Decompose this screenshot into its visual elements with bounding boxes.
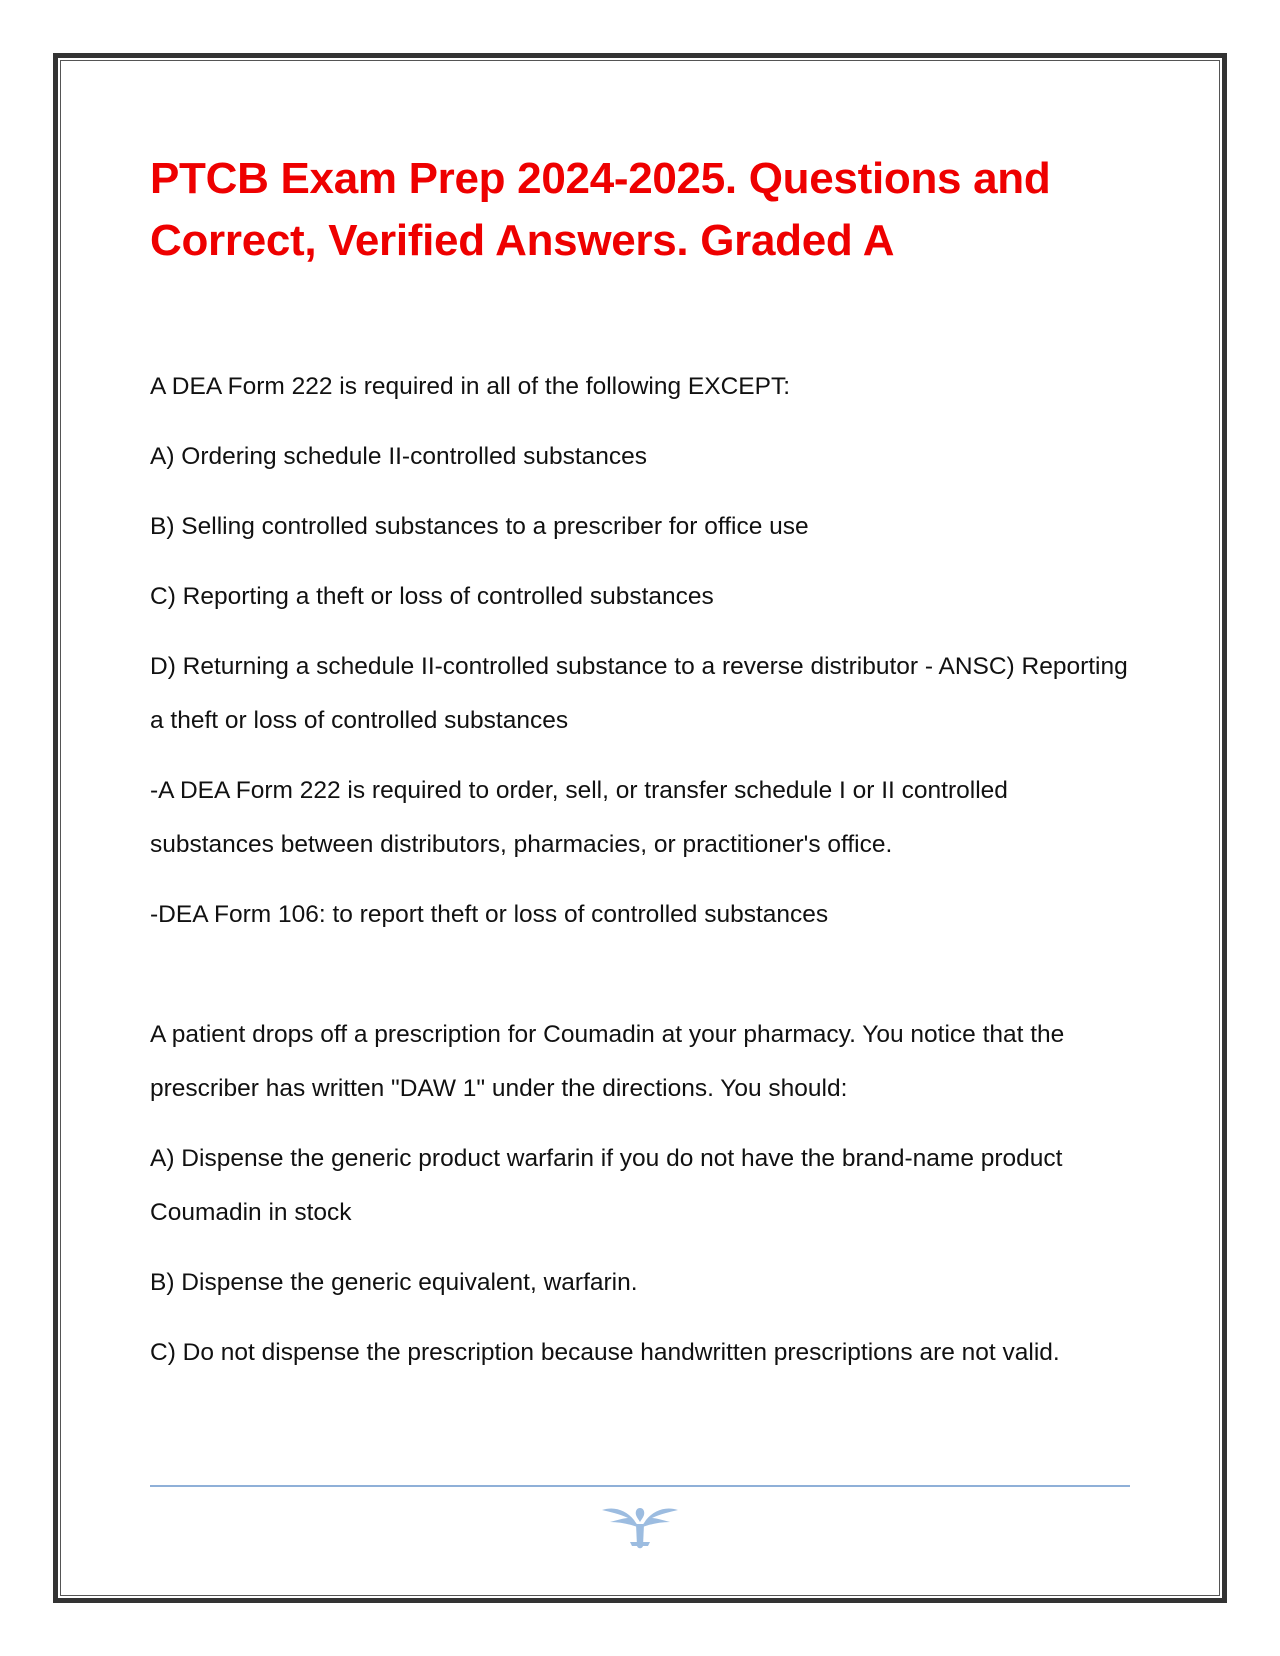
question-1-option-d-answer: D) Returning a schedule II-controlled substance to a reverse distributor - ANSC) Reporting a theft or loss of controlled substances: [150, 653, 1128, 734]
question-1-option-c: C) Reporting a theft or loss of controlled substances: [150, 583, 714, 610]
question-1-explanation-2: -DEA Form 106: to report theft or loss of controlled substances: [150, 901, 829, 928]
question-block-1: [150, 360, 1130, 942]
question-1-option-a: A) Ordering schedule II-controlled substances: [150, 443, 648, 470]
bird-logo-icon: [600, 1502, 680, 1552]
document-title: PTCB Exam Prep 2024-2025. Questions and Correct, Verified Answers. Graded A: [150, 154, 1051, 265]
document-content: [150, 148, 1130, 1396]
footer-divider: [150, 1485, 1130, 1487]
question-2-option-c: C) Do not dispense the prescription because handwritten prescriptions are not valid.: [150, 1339, 1060, 1366]
question-1-option-b: B) Selling controlled substances to a prescriber for office use: [150, 513, 809, 540]
question-2-option-b: B) Dispense the generic equivalent, warfarin.: [150, 1269, 638, 1296]
question-2-stem: A patient drops off a prescription for Coumadin at your pharmacy. You notice that the prescriber has written "DAW 1" under the directions. You should:: [150, 1021, 1065, 1102]
question-1-stem: A DEA Form 222 is required in all of the following EXCEPT:: [150, 373, 791, 400]
question-block-2: [150, 1008, 1130, 1380]
question-2-option-a: A) Dispense the generic product warfarin if you do not have the brand-name product Coumadin in stock: [150, 1145, 1063, 1226]
question-1-explanation-1: -A DEA Form 222 is required to order, sell, or transfer schedule I or II controlled substances between distributors, pharmacies, or practitioner's office.: [150, 777, 1008, 858]
